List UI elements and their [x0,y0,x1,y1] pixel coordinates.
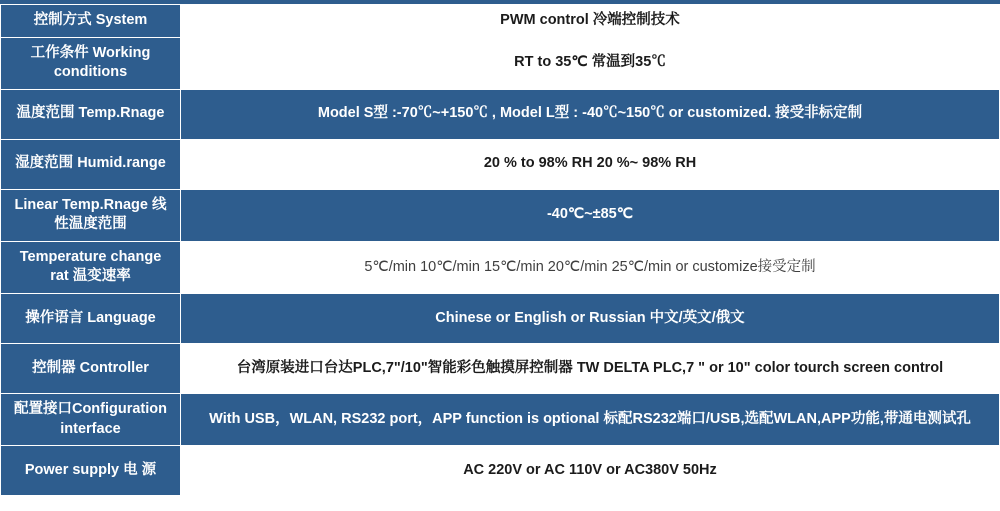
spec-value: RT to 35℃ 常温到35℃ [181,37,1000,89]
table-row [1,189,1000,241]
spec-label: 控制方式 System [1,5,181,38]
spec-value: -40℃~±85℃ [181,189,1000,241]
spec-label: Power supply 电 源 [1,446,181,496]
spec-value: Chinese or English or Russian 中文/英文/俄文 [181,293,1000,343]
spec-value: Model S型 :-70℃~+150℃ , Model L型 : -40℃~150℃ or customized. 接受非标定制 [181,89,1000,139]
table-row [1,343,1000,393]
spec-value: With USB，WLAN, RS232 port，APP function is optional 标配RS232端口/USB,选配WLAN,APP功能,带通电测试孔 [181,393,1000,445]
spec-label: Linear Temp.Rnage 线性温度范围 [1,189,181,241]
spec-label: 湿度范围 Humid.range [1,139,181,189]
spec-label: 配置接口Configuration interface [1,393,181,445]
spec-label: 控制器 Controller [1,343,181,393]
spec-label: 温度范围 Temp.Rnage [1,89,181,139]
spec-value: 5℃/min 10℃/min 15℃/min 20℃/min 25℃/min or customize接受定制 [181,241,1000,293]
spec-label: Temperature change rat 温变速率 [1,241,181,293]
spec-value: 20 % to 98% RH 20 %~ 98% RH [181,139,1000,189]
specifications-table [0,4,1000,496]
specifications-table-body [1,5,1000,496]
table-row [1,446,1000,496]
table-row [1,5,1000,38]
table-row [1,241,1000,293]
table-row [1,393,1000,445]
spec-value: 台湾原装进口台达PLC,7"/10"智能彩色触摸屏控制器 TW DELTA PLC,7 " or 10" color tourch screen control [181,343,1000,393]
spec-label: 操作语言 Language [1,293,181,343]
table-row [1,139,1000,189]
table-row [1,89,1000,139]
spec-value: PWM control 冷端控制技术 [181,5,1000,38]
table-row [1,37,1000,89]
spec-label: 工作条件 Working conditions [1,37,181,89]
table-row [1,293,1000,343]
spec-value: AC 220V or AC 110V or AC380V 50Hz [181,446,1000,496]
